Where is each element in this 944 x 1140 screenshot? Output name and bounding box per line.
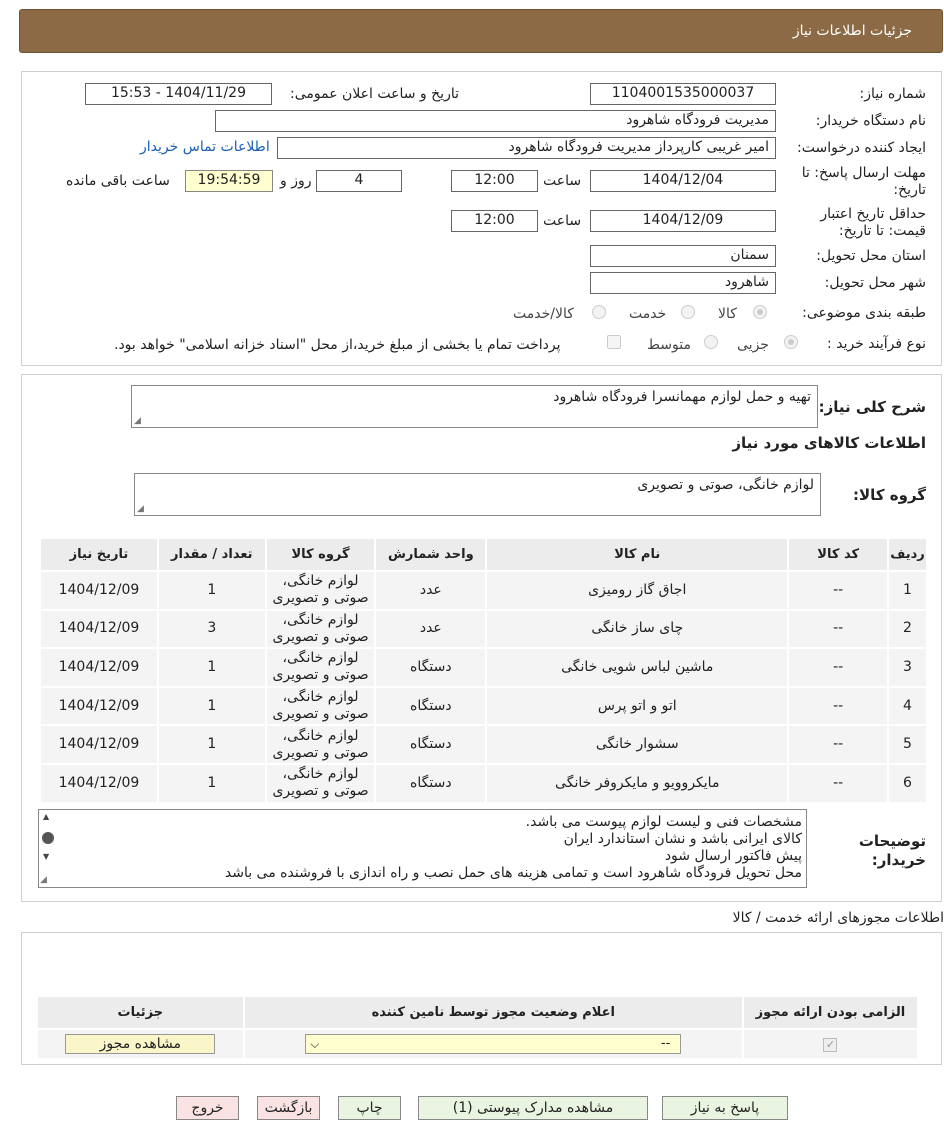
process-label: نوع فرآیند خرید : (827, 336, 926, 352)
buyer-notes-textarea (38, 809, 807, 888)
permit-required-checkbox: ✓ (823, 1038, 837, 1052)
cell-unit: دستگاه (375, 764, 486, 803)
cell-unit: عدد (375, 610, 486, 649)
cell-code: -- (788, 764, 888, 803)
validity-label: حداقل تاریخ اعتبار قیمت: تا تاریخ: (820, 206, 926, 239)
reply-date-field: 1404/12/04 (590, 170, 776, 192)
col-name: نام کالا (486, 538, 788, 571)
cell-unit: دستگاه (375, 687, 486, 726)
process-radio-minor[interactable] (784, 335, 798, 349)
days-field: 4 (316, 170, 402, 192)
cell-code: -- (788, 648, 888, 687)
print-button[interactable]: چاپ (338, 1096, 401, 1120)
summary-label: شرح کلی نیاز: (818, 398, 926, 416)
col-permit-required: الزامی بودن ارائه مجوز (743, 996, 918, 1029)
items-table (39, 537, 928, 804)
cell-qty: 1 (158, 648, 266, 687)
cell-permit-details (37, 1029, 244, 1059)
resize-grip-icon: ◢ (137, 504, 144, 514)
validity-time-field: 12:00 (451, 210, 538, 232)
cell-unit: دستگاه (375, 725, 486, 764)
col-row: ردیف (888, 538, 927, 571)
cell-code: -- (788, 571, 888, 610)
cell-group: لوازم خانگی، صوتی و تصویری (266, 610, 376, 649)
cell-date: 1404/12/09 (40, 764, 158, 803)
province-field: سمنان (590, 245, 776, 267)
col-unit: واحد شمارش (375, 538, 486, 571)
back-button[interactable]: بازگشت (257, 1096, 320, 1120)
cell-permit-status (244, 1029, 743, 1059)
province-label: استان محل تحویل: (816, 248, 926, 264)
table-row (40, 571, 927, 610)
remaining-label: ساعت باقی مانده (66, 173, 170, 189)
reply-to-need-button[interactable]: پاسخ به نیاز (662, 1096, 788, 1120)
goods-info-title: اطلاعات کالاهای مورد نیاز (732, 434, 926, 452)
table-row (40, 764, 927, 803)
need-number-label: شماره نیاز: (859, 86, 926, 102)
cell-date: 1404/12/09 (40, 648, 158, 687)
col-code: کد کالا (788, 538, 888, 571)
cell-date: 1404/12/09 (40, 687, 158, 726)
permits-table (36, 995, 919, 1060)
reply-time-field: 12:00 (451, 170, 538, 192)
cell-row: 6 (888, 764, 927, 803)
cell-unit: عدد (375, 571, 486, 610)
category-option-both: کالا/خدمت (513, 306, 574, 322)
creator-field: امیر غریبی کارپرداز مدیریت فرودگاه شاهرود (277, 137, 776, 159)
cell-group: لوازم خانگی، صوتی و تصویری (266, 648, 376, 687)
creator-label: ایجاد کننده درخواست: (797, 140, 926, 156)
process-radio-medium[interactable] (704, 335, 718, 349)
cell-qty: 1 (158, 764, 266, 803)
validity-date-field: 1404/12/09 (590, 210, 776, 232)
summary-textarea: تهیه و حمل لوازم مهمانسرا فرودگاه شاهرود ◢ (131, 385, 818, 428)
cell-row: 1 (888, 571, 927, 610)
cell-name: سشوار خانگی (486, 725, 788, 764)
col-date: تاریخ نیاز (40, 538, 158, 571)
cell-qty: 3 (158, 610, 266, 649)
buyer-notes-label: توضیحات خریدار: (858, 832, 926, 869)
permit-select-value: -- (660, 1036, 671, 1051)
cell-code: -- (788, 725, 888, 764)
category-radio-goods[interactable] (753, 305, 767, 319)
table-row (40, 648, 927, 687)
items-table-header (40, 538, 927, 571)
cell-code: -- (788, 610, 888, 649)
buyer-contact-link[interactable]: اطلاعات تماس خریدار (140, 139, 270, 155)
buyer-label: نام دستگاه خریدار: (815, 113, 926, 129)
permits-table-header (37, 996, 918, 1029)
goods-group-textarea: لوازم خانگی، صوتی و تصویری ◢ (134, 473, 821, 516)
view-attachments-button[interactable]: مشاهده مدارک پیوستی (1) (418, 1096, 648, 1120)
process-option-medium: متوسط (647, 337, 691, 353)
cell-row: 2 (888, 610, 927, 649)
cell-group: لوازم خانگی، صوتی و تصویری (266, 687, 376, 726)
category-radio-both[interactable] (592, 305, 606, 319)
cell-code: -- (788, 687, 888, 726)
page-header (19, 9, 943, 53)
scroll-down-icon[interactable]: ▼ (43, 852, 50, 861)
note-line: کالای ایرانی باشد و نشان استاندارد ایران (563, 831, 802, 847)
goods-group-label: گروه کالا: (853, 486, 926, 504)
cell-name: چای ساز خانگی (486, 610, 788, 649)
cell-group: لوازم خانگی، صوتی و تصویری (266, 764, 376, 803)
cell-date: 1404/12/09 (40, 725, 158, 764)
cell-qty: 1 (158, 725, 266, 764)
cell-group: لوازم خانگی، صوتی و تصویری (266, 725, 376, 764)
table-row (37, 1029, 918, 1059)
cell-unit: دستگاه (375, 648, 486, 687)
category-option-service: خدمت (629, 306, 667, 322)
col-qty: تعداد / مقدار (158, 538, 266, 571)
city-field: شاهرود (590, 272, 776, 294)
col-permit-status: اعلام وضعیت مجوز توسط نامین کننده (244, 996, 743, 1029)
treasury-payment-note: پرداخت تمام یا بخشی از مبلغ خرید،از محل "اسناد خزانه اسلامی" خواهد بود. (114, 337, 561, 353)
cell-date: 1404/12/09 (40, 571, 158, 610)
reply-deadline-label: مهلت ارسال پاسخ: تا تاریخ: (801, 165, 926, 198)
page-title: جزئیات اطلاعات نیاز (792, 23, 912, 39)
table-row (40, 725, 927, 764)
col-permit-details: جزئیات (37, 996, 244, 1029)
validity-time-label: ساعت (543, 213, 582, 229)
col-group: گروه کالا (266, 538, 376, 571)
cell-name: اجاق گاز رومیزی (486, 571, 788, 610)
announce-field: 1404/11/29 - 15:53 (85, 83, 272, 105)
resize-grip-icon: ◢ (40, 875, 47, 885)
process-option-minor: جزیی (737, 337, 769, 353)
view-permit-button[interactable]: مشاهده مجوز (65, 1034, 215, 1054)
city-label: شهر محل تحویل: (824, 275, 926, 291)
cell-permit-required (743, 1029, 918, 1059)
permit-status-select[interactable] (305, 1034, 681, 1054)
scroll-thumb[interactable] (42, 832, 54, 844)
cell-name: اتو و اتو پرس (486, 687, 788, 726)
note-line: پیش فاکتور ارسال شود (664, 848, 802, 864)
cell-date: 1404/12/09 (40, 610, 158, 649)
cell-qty: 1 (158, 687, 266, 726)
announce-label: تاریخ و ساعت اعلان عمومی: (290, 86, 459, 102)
need-number-field: 1104001535000037 (590, 83, 776, 105)
category-option-goods: کالا (718, 306, 737, 322)
category-label: طبقه بندی موضوعی: (802, 305, 926, 321)
cell-row: 4 (888, 687, 927, 726)
permits-title: اطلاعات مجوزهای ارائه خدمت / کالا (732, 910, 944, 926)
chevron-down-icon: ⌵ (310, 1037, 320, 1051)
scroll-up-icon[interactable]: ▲ (43, 812, 50, 821)
days-label: روز و (280, 173, 312, 189)
cell-row: 5 (888, 725, 927, 764)
table-row (40, 610, 927, 649)
cell-group: لوازم خانگی، صوتی و تصویری (266, 571, 376, 610)
category-radio-service[interactable] (681, 305, 695, 319)
reply-time-label: ساعت (543, 173, 582, 189)
cell-name: مایکروویو و مایکروفر خانگی (486, 764, 788, 803)
resize-grip-icon: ◢ (134, 416, 141, 426)
cell-qty: 1 (158, 571, 266, 610)
note-line: مشخصات فنی و لیست لوازم پیوست می باشد. (525, 814, 802, 830)
note-line: محل تحویل فرودگاه شاهرود است و تمامی هزینه های حمل نصب و راه اندازی با فروشنده می باشد (224, 865, 802, 881)
cell-name: ماشین لباس شویی خانگی (486, 648, 788, 687)
cell-row: 3 (888, 648, 927, 687)
treasury-payment-checkbox[interactable] (607, 335, 621, 349)
exit-button[interactable]: خروج (176, 1096, 239, 1120)
table-row (40, 687, 927, 726)
remaining-time-field: 19:54:59 (185, 170, 273, 192)
buyer-field: مدیریت فرودگاه شاهرود (215, 110, 776, 132)
